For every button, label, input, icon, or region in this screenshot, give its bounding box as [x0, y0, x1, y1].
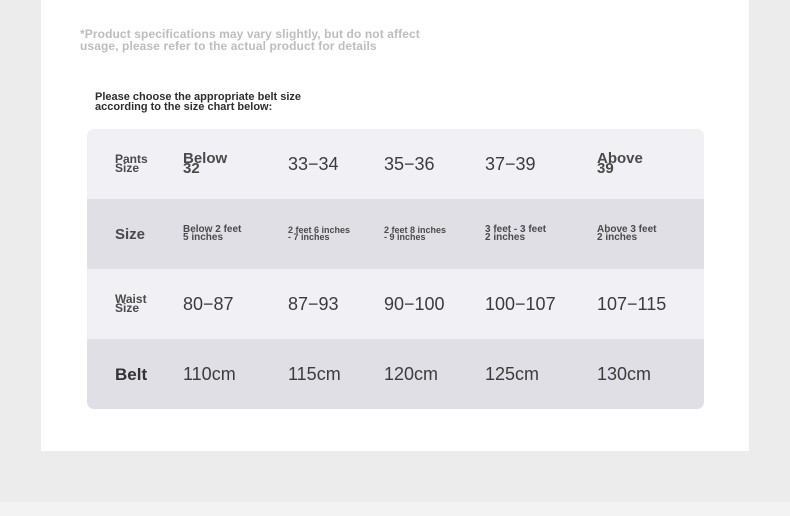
table-cell: 33−34: [288, 154, 339, 174]
table-cell: 35−36: [384, 154, 435, 174]
table-cell: 2 feet 6 inches - 7 inches: [288, 225, 351, 242]
table-cell: 3 feet - 3 feet 2 inches: [485, 224, 547, 243]
size-chart-table: [87, 129, 704, 409]
table-cell: 2 feet 8 inches - 9 inches: [384, 225, 447, 242]
row-header-pants-size: Pants Size: [115, 152, 148, 175]
table-cell: Below 2 feet 5 inches: [183, 224, 242, 243]
table-cell: 37−39: [485, 154, 536, 174]
footer-band: [0, 502, 790, 516]
product-notice: *Product specifications may vary slightly, but do not affect usage, please refer to the actual product for details: [80, 27, 420, 53]
table-cell: Above 39: [597, 150, 643, 177]
table-cell: 120cm: [384, 364, 439, 384]
table-cell: Above 3 feet 2 inches: [597, 224, 657, 243]
table-cell: Below 32: [183, 150, 228, 177]
table-cell: 110cm: [183, 364, 236, 384]
row-header-belt: Belt: [115, 364, 148, 384]
table-cell: 107−115: [597, 294, 667, 314]
table-cell: 130cm: [597, 364, 652, 384]
table-cell: 90−100: [384, 294, 445, 314]
table-cell: 100−107: [485, 294, 556, 314]
row-header-waist-size: Waist Size: [115, 292, 147, 315]
size-instruction: Please choose the appropriate belt size according to the size chart below:: [95, 91, 302, 113]
table-cell: 115cm: [288, 364, 341, 384]
table-row-belt: [87, 339, 704, 409]
table-row-pants-size: [87, 129, 704, 199]
table-cell: 125cm: [485, 364, 540, 384]
table-row-size: [87, 199, 704, 269]
table-cell: 87−93: [288, 294, 339, 314]
table-row-waist-size: [87, 269, 704, 339]
row-header-size: Size: [115, 225, 146, 243]
table-cell: 80−87: [183, 294, 234, 314]
